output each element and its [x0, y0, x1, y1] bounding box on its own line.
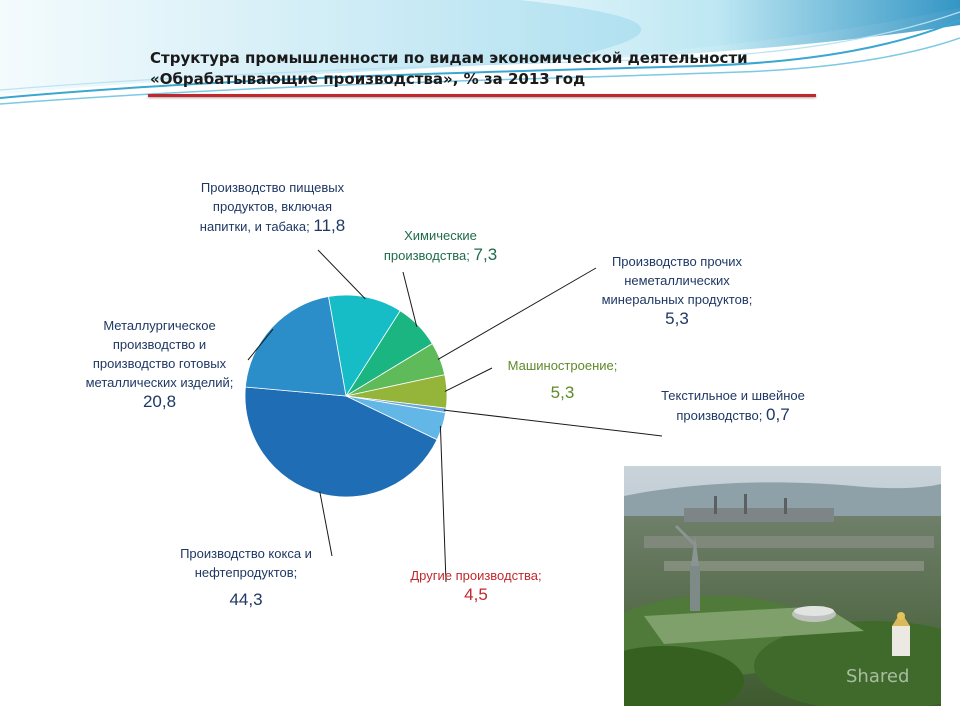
leader-line-2	[318, 250, 365, 299]
label-coke-name: Производство кокса и нефтепродуктов;	[180, 546, 312, 580]
label-chemical-name: Химические производства;	[383, 228, 477, 263]
label-metallurgy	[72, 316, 247, 412]
label-other	[402, 566, 550, 605]
label-other-value: 4,5	[464, 585, 488, 604]
label-coke-value: 44,3	[229, 590, 263, 609]
pie-slice-1	[245, 297, 346, 396]
leader-line-5	[445, 368, 492, 391]
leader-line-4	[438, 268, 596, 359]
label-food-name: Производство пищевых продуктов, включая напитки, и табака;	[199, 180, 345, 234]
label-chemical-value: 7,3	[473, 245, 498, 264]
label-textile	[658, 386, 808, 425]
label-nonmetallic	[592, 252, 762, 329]
label-nonmetallic-name: Производство прочих неметаллических минеральных продуктов;	[601, 254, 753, 307]
label-nonmetallic-value: 5,3	[665, 309, 689, 328]
label-textile-value: 0,7	[766, 405, 790, 424]
label-coke	[158, 544, 334, 609]
label-metallurgy-name: Металлургическое производство и производство готовых металлических изделий;	[85, 318, 234, 390]
label-machinery-value: 5,3	[550, 383, 575, 402]
label-food	[190, 178, 355, 236]
leader-line-7	[440, 426, 446, 582]
page-title: Структура промышленности по видам экономической деятельности «Обрабатывающие производства», % за 2013 год	[150, 49, 748, 88]
leader-line-6	[444, 410, 662, 436]
label-metallurgy-value: 20,8	[142, 392, 177, 411]
label-machinery	[490, 356, 635, 402]
label-textile-name: Текстильное и швейное производство;	[661, 388, 805, 423]
photo-watermark: Shared	[846, 666, 910, 687]
label-machinery-name: Машиностроение;	[507, 358, 618, 373]
city-photo	[624, 466, 941, 706]
label-food-value: 11,8	[313, 216, 346, 235]
label-chemical	[368, 226, 513, 265]
label-other-name: Другие производства;	[410, 568, 542, 583]
